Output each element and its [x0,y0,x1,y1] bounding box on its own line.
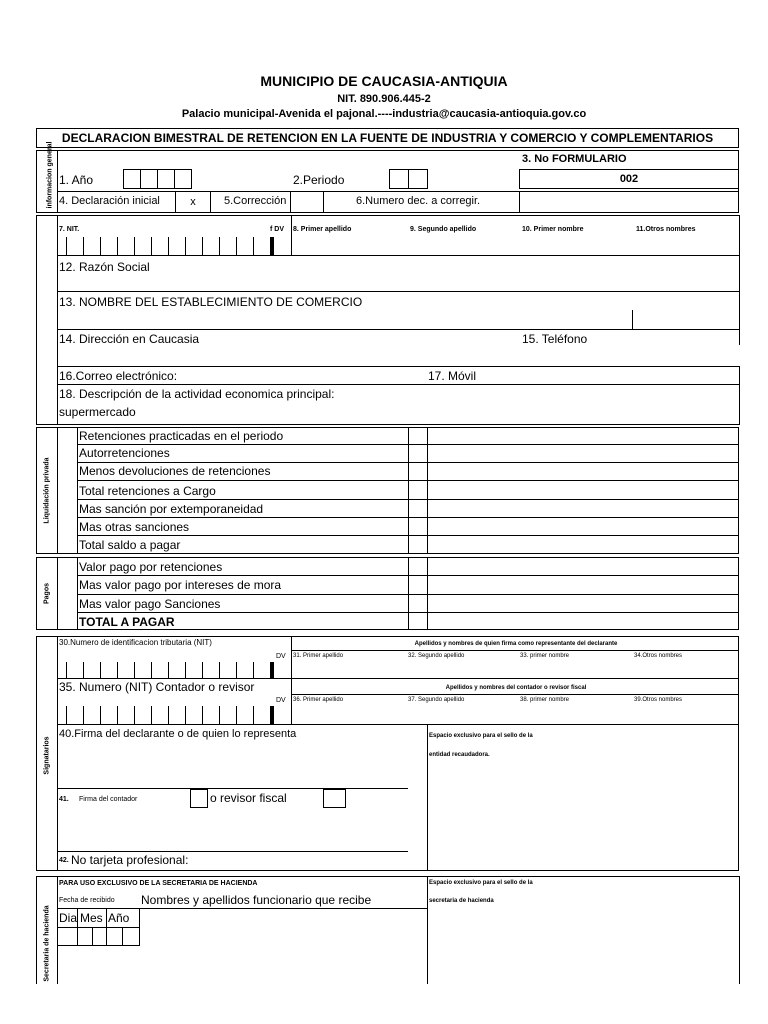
declarant-names-header: Apellidos y nombres de quien firma como representante del declarante [414,641,618,647]
liquidation-row-7: Total saldo a pagar [79,538,181,552]
other-names-label: 11.Otros nombres [636,226,696,233]
received-date-input[interactable] [57,945,140,946]
fiscal-reviewer-label: o revisor fiscal [210,791,287,805]
municipality-nit: NIT. 890.906.445-2 [337,93,431,105]
first-name-label: 10. Primer nombre [522,226,584,233]
address-label: 14. Dirección en Caucasia [59,332,200,346]
declarant-nit-label: 30.Numero de identificacion tributaria (NIT) [59,638,212,647]
liquidation-row-6: Mas otras sanciones [79,520,190,534]
declarant-signature-label: 40.Firma del declarante o de quien lo representa [59,728,297,740]
liquidation-row-1: Retenciones practicadas en el periodo [79,429,284,443]
s32-label: 32. Segundo apellido [408,653,465,659]
period-label: 2.Periodo [293,173,345,187]
form-number-box [519,169,739,189]
general-section-label: informacion general [46,141,54,209]
correction-checkbox[interactable] [290,191,324,213]
stamp-space-line1: Espacio exclusivo para el sello de la [429,733,533,739]
payment-row-2: Mas valor pago por intereses de mora [79,578,282,592]
accountant-names-header: Apellidos y nombres del contador o revisor fiscal [445,685,587,691]
signatories-section [36,636,739,871]
form-number-label: 3. No FORMULARIO [522,153,627,165]
treasury-stamp-line2: secretaria de hacienda [429,898,494,904]
declarant-dv-label: DV [276,653,286,660]
business-name-label: 12. Razón Social [59,260,150,274]
treasury-section-label: Secretaria de hacienda [43,905,51,982]
first-surname-label: 8. Primer apellido [293,226,352,233]
s34-label: 34.Otros nombres [634,653,683,659]
number-to-correct-input[interactable] [519,191,739,213]
accountant-signature-line[interactable] [57,851,408,852]
fiscal-reviewer-checkbox[interactable] [323,789,346,808]
professional-card-num: 42. [59,857,69,864]
stamp-space-line2: entidad recaudadora. [429,752,490,758]
phone-label: 15. Teléfono [522,332,588,346]
payment-row-1: Valor pago por retenciones [79,560,223,574]
accountant-checkbox[interactable] [190,789,208,808]
liquidation-row-2: Autorretenciones [79,446,170,460]
mobile-label: 17. Móvil [428,369,477,383]
nit-dv-label: f DV [270,226,284,233]
accountant-nit-label: 35. Numero (NIT) Contador o revisor [59,680,255,694]
municipality-title: MUNICIPIO DE CAUCASIA-ANTIQUIA [260,73,508,89]
signatories-section-label: Signatarios [43,736,51,775]
liquidation-row-5: Mas sanción por extemporaneidad [79,502,264,516]
payments-section-label: Pagos [43,583,51,605]
treasury-stamp-line1: Espacio exclusivo para el sello de la [429,880,533,886]
professional-card-label: No tarjeta profesional: [71,853,189,867]
official-names-label: Nombres y apellidos funcionario que recibe [141,893,372,907]
accountant-signature-num: 41. [59,796,69,803]
accountant-dv-label: DV [276,697,286,704]
form-number-value: 002 [619,173,639,185]
s36-label: 36. Primer apellido [293,697,344,703]
s33-label: 33. primer nombre [520,653,570,659]
activity-value: supermercado [59,405,136,419]
email-label: 16.Correo electrónico: [59,369,178,383]
activity-label: 18. Descripción de la actividad economica principal: [59,387,335,401]
municipality-address: Palacio municipal-Avenida el pajonal.----industria@caucasia-antioquia.gov.co [181,108,587,120]
s39-label: 39.Otros nombres [634,697,683,703]
establishment-label: 13. NOMBRE DEL ESTABLECIMIENTO DE COMERCIO [59,295,363,309]
liquidation-row-4: Total retenciones a Cargo [79,484,216,498]
payment-row-3: Mas valor pago Sanciones [79,597,221,611]
treasury-year-label: Año [108,911,130,925]
nit-label: 7. NIT. [59,226,80,233]
initial-declaration-label: 4. Declaración inicial [59,195,160,207]
liquidation-section-label: Liquidación privada [43,457,51,524]
correction-label: 5.Corrección [224,195,287,207]
form-title: DECLARACION BIMESTRAL DE RETENCION EN LA FUENTE DE INDUSTRIA Y COMERCIO Y COMPLEMENTARIOS [61,131,714,145]
second-surname-label: 9. Segundo apellido [410,226,477,233]
year-label: 1. Año [59,173,94,187]
s38-label: 38. primer nombre [520,697,570,703]
month-label: Mes [80,911,103,925]
total-to-pay-label: TOTAL A PAGAR [79,615,175,629]
initial-declaration-mark: x [190,196,196,208]
declarant-signature-line[interactable] [57,788,408,789]
day-label: Dia [59,911,78,925]
s31-label: 31. Primer apellido [293,653,344,659]
form-title-box [36,128,739,148]
received-date-label: Fecha de recibido [59,897,115,904]
s37-label: 37. Segundo apellido [408,697,465,703]
initial-declaration-checkbox[interactable] [175,191,211,213]
accountant-signature-label: Firma del contador [79,796,138,803]
treasury-exclusive-label: PARA USO EXCLUSIVO DE LA SECRETARIA DE HACIENDA [59,880,258,887]
liquidation-row-3: Menos devoluciones de retenciones [79,464,271,478]
number-to-correct-label: 6.Numero dec. a corregir. [356,195,481,207]
